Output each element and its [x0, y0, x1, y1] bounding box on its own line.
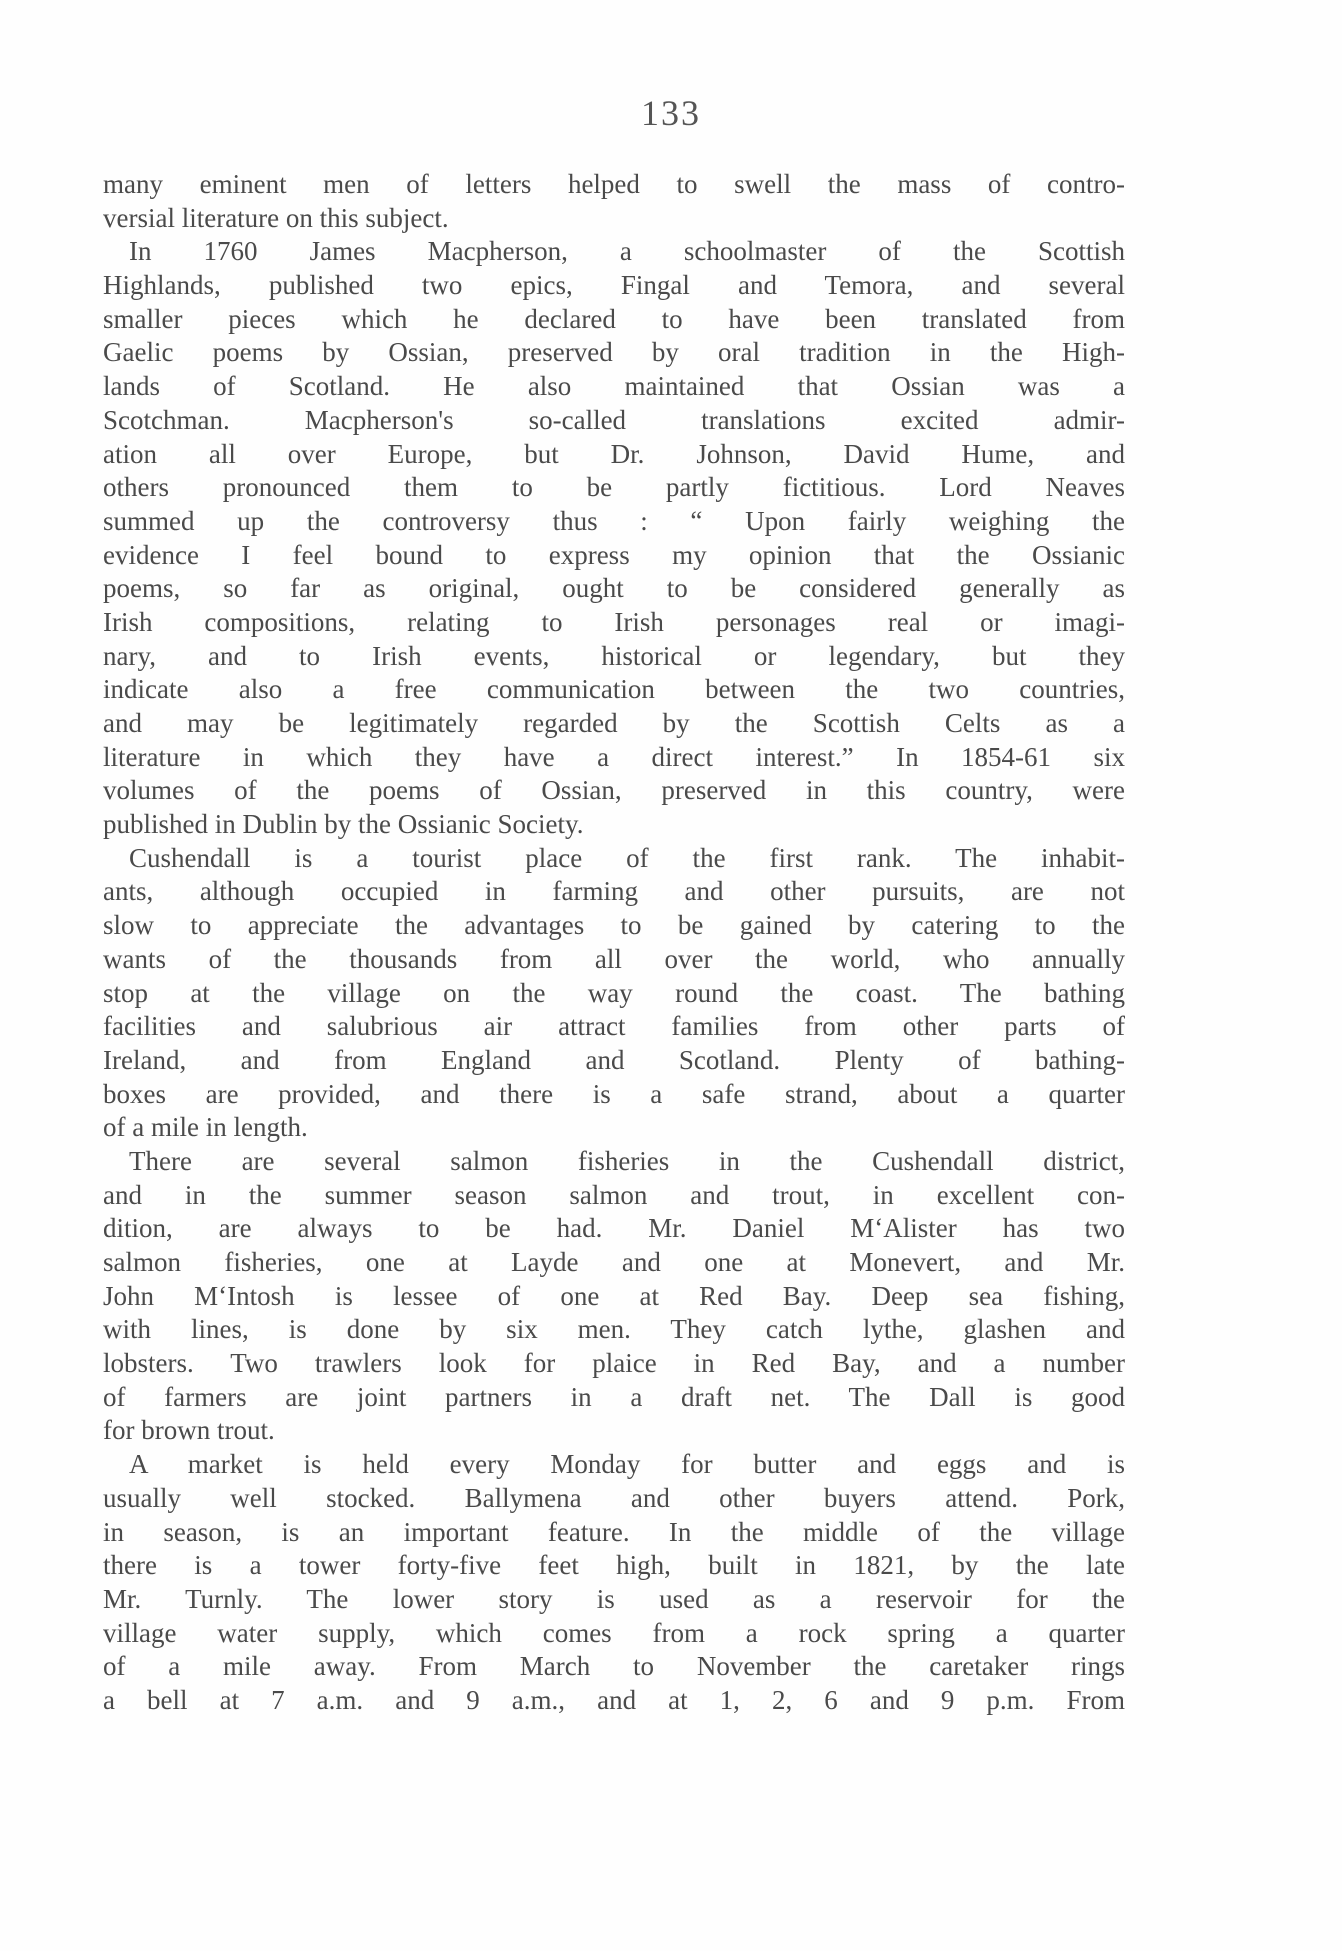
- text-line: John M‘Intosh is lessee of one at Red Bay. Deep sea fishing,: [103, 1280, 1125, 1311]
- text-line: lands of Scotland. He also maintained that Ossian was a: [103, 371, 1125, 402]
- text-line: versial literature on this subject.: [103, 202, 449, 233]
- text-line: summed up the controversy thus : “ Upon fairly weighing the: [103, 505, 1125, 536]
- text-line: published in Dublin by the Ossianic Society.: [103, 809, 584, 840]
- text-line: literature in which they have a direct interest.” In 1854-61 six: [103, 741, 1125, 772]
- text-line: In 1760 James Macpherson, a schoolmaster of the Scottish: [129, 236, 1125, 267]
- text-line: Irish compositions, relating to Irish personages real or imagi-: [103, 606, 1125, 637]
- text-line: ants, although occupied in farming and other pursuits, are not: [103, 876, 1125, 907]
- text-line: there is a tower forty-five feet high, built in 1821, by the late: [103, 1550, 1125, 1581]
- text-line: dition, are always to be had. Mr. Daniel M‘Alister has two: [103, 1213, 1125, 1244]
- text-line: stop at the village on the way round the coast. The bathing: [103, 977, 1125, 1008]
- text-line: many eminent men of letters helped to swell the mass of contro-: [103, 169, 1125, 199]
- text-line: Mr. Turnly. The lower story is used as a reservoir for the: [103, 1583, 1125, 1614]
- text-line: a bell at 7 a.m. and 9 a.m., and at 1, 2, 6 and 9 p.m. From: [103, 1684, 1125, 1715]
- page-number: 133: [641, 93, 701, 133]
- text-line: Cushendall is a tourist place of the first rank. The inhabit-: [129, 842, 1125, 873]
- text-line: others pronounced them to be partly fictitious. Lord Neaves: [103, 472, 1125, 503]
- text-line: for brown trout.: [103, 1415, 275, 1446]
- text-line: slow to appreciate the advantages to be gained by catering to the: [103, 910, 1125, 941]
- text-line: volumes of the poems of Ossian, preserved in this country, were: [103, 775, 1125, 806]
- text-line: indicate also a free communication between the two countries,: [103, 674, 1125, 705]
- text-line: with lines, is done by six men. They catch lythe, glashen and: [103, 1314, 1125, 1345]
- text-line: of farmers are joint partners in a draft net. The Dall is good: [103, 1381, 1125, 1412]
- text-line: usually well stocked. Ballymena and other buyers attend. Pork,: [103, 1482, 1125, 1513]
- text-line: smaller pieces which he declared to have been translated from: [103, 303, 1125, 334]
- text-line: A market is held every Monday for butter and eggs and is: [129, 1449, 1125, 1480]
- text-line: evidence I feel bound to express my opinion that the Ossianic: [103, 539, 1125, 570]
- text-line: of a mile away. From March to November the caretaker rings: [103, 1651, 1125, 1682]
- text-line: There are several salmon fisheries in the Cushendall district,: [129, 1145, 1125, 1176]
- text-line: nary, and to Irish events, historical or legendary, but they: [103, 640, 1125, 671]
- body-text: [103, 168, 1125, 1718]
- text-line: ation all over Europe, but Dr. Johnson, David Hume, and: [103, 438, 1125, 469]
- text-line: salmon fisheries, one at Layde and one at Monevert, and Mr.: [103, 1247, 1125, 1277]
- text-line: of a mile in length.: [103, 1112, 308, 1143]
- text-line: Highlands, published two epics, Fingal and Temora, and several: [103, 270, 1125, 301]
- text-line: Scotchman. Macpherson's so-called translations excited admir-: [103, 404, 1125, 435]
- text-line: poems, so far as original, ought to be considered generally as: [103, 573, 1125, 604]
- text-line: wants of the thousands from all over the world, who annually: [103, 943, 1125, 974]
- text-line: in season, is an important feature. In the middle of the village: [103, 1516, 1125, 1547]
- text-line: facilities and salubrious air attract families from other parts of: [103, 1011, 1125, 1042]
- text-line: boxes are provided, and there is a safe strand, about a quarter: [103, 1078, 1125, 1109]
- text-line: Ireland, and from England and Scotland. Plenty of bathing-: [103, 1044, 1125, 1075]
- text-line: and may be legitimately regarded by the Scottish Celts as a: [103, 708, 1125, 738]
- text-line: village water supply, which comes from a rock spring a quarter: [103, 1617, 1125, 1648]
- text-line: lobsters. Two trawlers look for plaice in Red Bay, and a number: [103, 1348, 1125, 1379]
- text-line: and in the summer season salmon and trout, in excellent con-: [103, 1179, 1125, 1210]
- text-line: Gaelic poems by Ossian, preserved by oral tradition in the High-: [103, 337, 1125, 368]
